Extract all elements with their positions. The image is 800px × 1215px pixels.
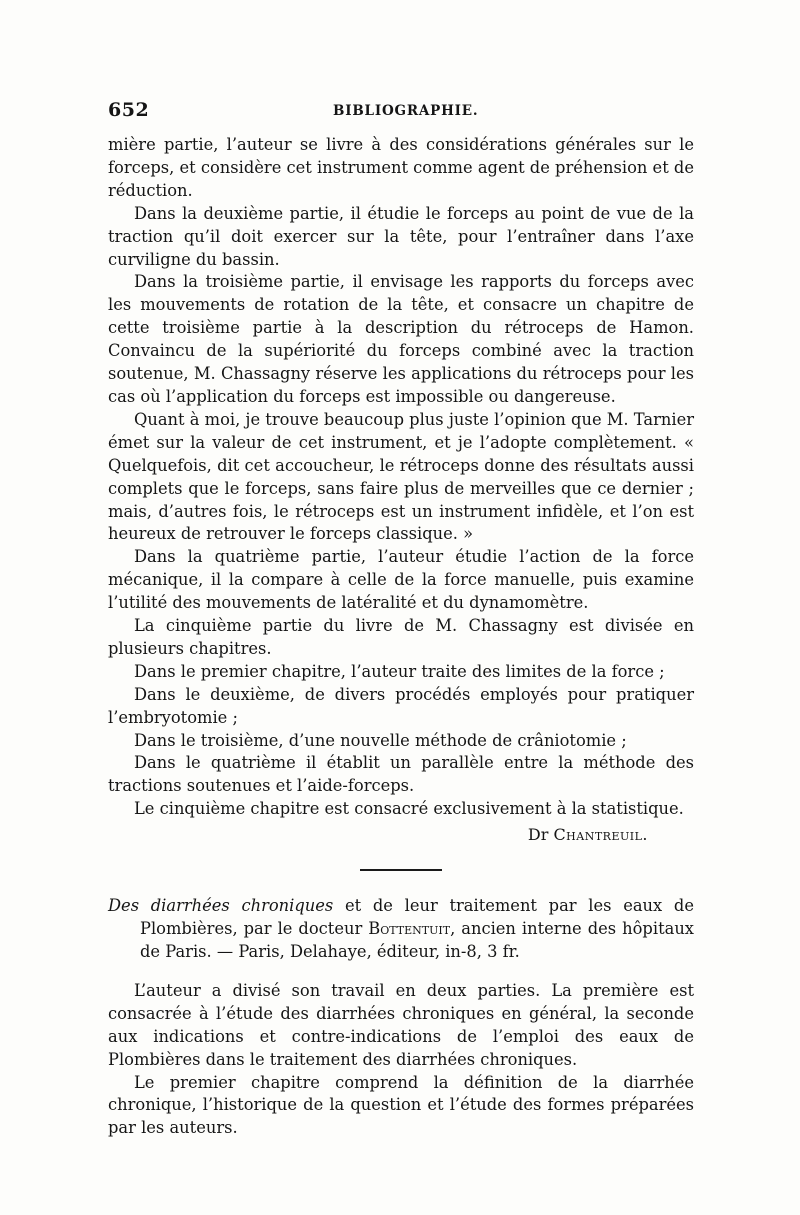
- paragraph: Dans la troisième partie, il envisage les rapports du forceps avec les mouvements de rotation de la tête, et consacre un chapitre de cette troisième partie à la description du rétroceps de Hamon. Convaincu de la supériorité du forceps combiné avec la traction soutenue, M. Chassagny réserve les applications du rétroceps pour les cas où l’application du forceps est impossible ou dangereuse.: [108, 272, 694, 406]
- paragraph: Dans la deuxième partie, il étudie le forceps au point de vue de la traction qu’il doit exercer sur la tête, pour l’entraîner dans l’axe curviligne du bassin.: [108, 203, 694, 269]
- paragraph-continued: mière partie, l’auteur se livre à des considérations générales sur le forceps, et considère cet instrument comme agent de préhension et de réduction.: [108, 135, 694, 200]
- review-paragraph: L’auteur a divisé son travail en deux parties. La première est consacrée à l’étude des diarrhées chroniques en général, la seconde aux indications et contre-indications de l’emploi des eaux de Plombières dans le traitement des diarrhées chroniques.: [108, 980, 694, 1069]
- book-publication-info: , ancien interne des hôpitaux de Paris. — Paris, Delahaye, éditeur, in-8, 3 fr.: [140, 919, 694, 961]
- paragraph: Dans le premier chapitre, l’auteur traite des limites de la force ;: [134, 661, 665, 681]
- paragraph: La cinquième partie du livre de M. Chassagny est divisée en plusieurs chapitres.: [108, 616, 694, 658]
- paragraph: Dans le troisième, d’une nouvelle méthode de crâniotomie ;: [134, 730, 627, 750]
- signature: [108, 823, 694, 847]
- paragraph: Dans le quatrième il établit un parallèle entre la méthode des tractions soutenues et l’aide-forceps.: [108, 753, 694, 796]
- book-description: et de leur traitement par les eaux de Plombières, par le docteur: [140, 896, 694, 939]
- page-number: 652: [108, 99, 150, 121]
- signature-title: Dr: [527, 825, 549, 845]
- signature-name: Chantreuil.: [553, 825, 648, 845]
- paragraph: Dans la quatrième partie, l’auteur étudie l’action de la force mécanique, il la compare à celle de la force manuelle, puis examine l’utilité des mouvements de latéralité et du dynamomètre.: [108, 547, 694, 613]
- running-title: BIBLIOGRAPHIE.: [333, 103, 479, 119]
- bibliography-entry: [108, 895, 694, 964]
- book-author: Bottentuit: [368, 919, 451, 939]
- section-divider: [360, 869, 442, 871]
- paragraph: Quant à moi, je trouve beaucoup plus juste l’opinion que M. Tarnier émet sur la valeur de cet instrument, et je l’adopte complètement. « Quelquefois, dit cet accoucheur, le rétroceps donne des résultats aussi complets que le forceps, sans faire plus de merveilles que ce dernier ; mais, d’autres fois, le rétroceps est un instrument infidèle, et l’on est heureux de retrouver le forceps classique. »: [108, 409, 694, 544]
- review-paragraph: Le premier chapitre comprend la définition de la diarrhée chronique, l’historique de la question et l’étude des formes préparées par les auteurs.: [108, 1072, 694, 1138]
- page-body: [108, 134, 694, 1140]
- page-header: [108, 99, 694, 125]
- book-title: Des diarrhées chroniques: [108, 896, 334, 916]
- paragraph: Le cinquième chapitre est consacré exclusivement à la statistique.: [134, 799, 684, 819]
- paragraph: Dans le deuxième, de divers procédés employés pour pratiquer l’embryotomie ;: [108, 684, 694, 727]
